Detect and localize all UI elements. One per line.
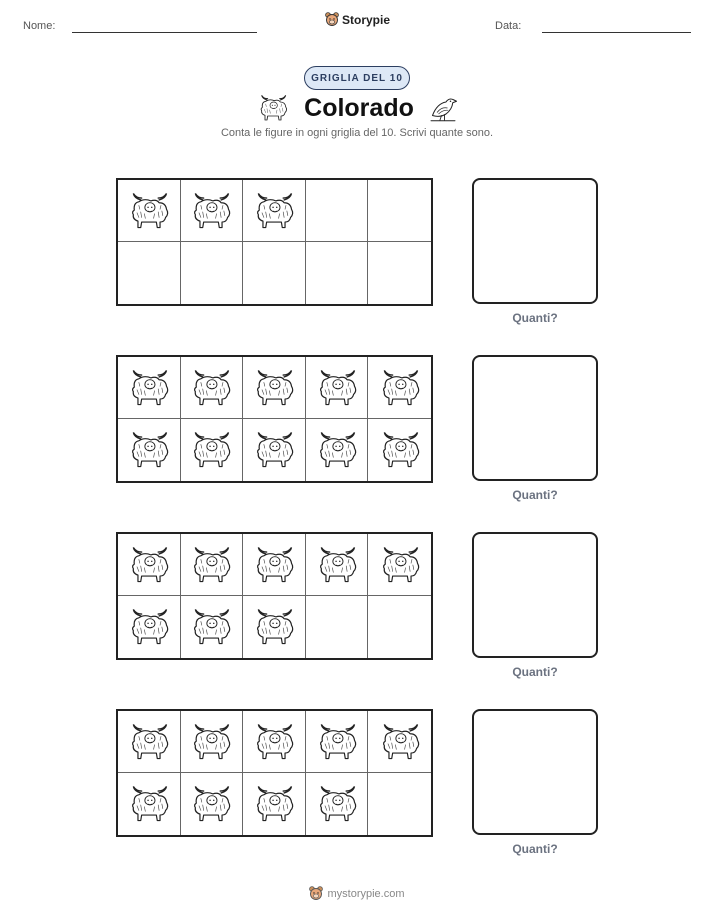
- ten-frame-cell: [243, 242, 306, 304]
- ten-frame-cell: [181, 419, 244, 481]
- ten-frame-cell: [368, 180, 431, 242]
- ten-frame-cell: [181, 596, 244, 658]
- yak-icon: [251, 784, 297, 824]
- ten-frame-cell: [306, 773, 369, 835]
- ten-frame-cell: [306, 596, 369, 658]
- yak-icon: [314, 545, 360, 585]
- yak-icon: [126, 368, 172, 408]
- yak-icon: [126, 430, 172, 470]
- ten-frame-cell: [368, 534, 431, 596]
- yak-icon: [188, 430, 234, 470]
- bear-logo-icon: [309, 886, 323, 901]
- ten-frame-cell: [243, 534, 306, 596]
- yak-icon: [126, 607, 172, 647]
- ten-frame-cell: [368, 357, 431, 419]
- ten-frame-cell: [118, 242, 181, 304]
- ten-frame-cell: [368, 242, 431, 304]
- yak-icon: [314, 722, 360, 762]
- yak-icon: [377, 368, 423, 408]
- ten-frame-cell: [181, 180, 244, 242]
- yak-icon: [256, 94, 290, 122]
- ten-frame-cell: [181, 773, 244, 835]
- yak-icon: [188, 191, 234, 231]
- yak-icon: [188, 722, 234, 762]
- ten-frame-cell: [118, 357, 181, 419]
- yak-icon: [314, 368, 360, 408]
- ten-frame-cell: [118, 711, 181, 773]
- yak-icon: [251, 430, 297, 470]
- answer-box-3[interactable]: [472, 532, 598, 658]
- date-label: Data:: [495, 20, 522, 32]
- ten-frame-cell: [243, 180, 306, 242]
- ten-frame-cell: [243, 711, 306, 773]
- instructions: Conta le figure in ogni griglia del 10. Scrivi quante sono.: [220, 127, 494, 139]
- ten-frame-cell: [306, 180, 369, 242]
- yak-icon: [126, 784, 172, 824]
- ten-frame-cell: [181, 711, 244, 773]
- ten-frame-cell: [306, 419, 369, 481]
- bear-logo-icon: [325, 12, 339, 27]
- yak-icon: [251, 722, 297, 762]
- brand-name: Storypie: [342, 12, 391, 27]
- ten-frame-cell: [243, 357, 306, 419]
- yak-icon: [188, 368, 234, 408]
- answer-box-1[interactable]: [472, 178, 598, 304]
- date-write-line[interactable]: [542, 32, 691, 33]
- ten-frame-4: [116, 709, 433, 837]
- ten-frame-cell: [118, 419, 181, 481]
- yak-icon: [251, 607, 297, 647]
- ten-frame-2: [116, 355, 433, 483]
- ten-frame-cell: [306, 242, 369, 304]
- bird-icon: [428, 93, 458, 123]
- yak-icon: [377, 545, 423, 585]
- yak-icon: [251, 545, 297, 585]
- yak-icon: [377, 430, 423, 470]
- yak-icon: [377, 722, 423, 762]
- ten-frame-cell: [181, 357, 244, 419]
- ten-frame-cell: [368, 419, 431, 481]
- ten-frame-cell: [118, 773, 181, 835]
- answer-box-4[interactable]: [472, 709, 598, 835]
- ten-frame-cell: [243, 596, 306, 658]
- page-title: Colorado: [304, 93, 414, 122]
- yak-icon: [126, 545, 172, 585]
- ten-frame-cell: [118, 534, 181, 596]
- ten-frame-cell: [306, 357, 369, 419]
- answer-label-1: Quanti?: [512, 311, 558, 325]
- ten-frame-cell: [243, 419, 306, 481]
- ten-frame-cell: [243, 773, 306, 835]
- ten-frame-cell: [368, 711, 431, 773]
- brand-logo: [325, 12, 390, 27]
- ten-frame-cell: [118, 596, 181, 658]
- yak-icon: [188, 607, 234, 647]
- yak-icon: [126, 191, 172, 231]
- yak-icon: [188, 784, 234, 824]
- worksheet-badge: GRIGLIA DEL 10: [304, 66, 410, 90]
- yak-icon: [251, 368, 297, 408]
- name-label: Nome:: [23, 20, 56, 32]
- yak-icon: [314, 784, 360, 824]
- ten-frame-cell: [306, 534, 369, 596]
- ten-frame-cell: [181, 242, 244, 304]
- ten-frame-cell: [368, 773, 431, 835]
- yak-icon: [314, 430, 360, 470]
- footer: [0, 886, 714, 901]
- answer-label-4: Quanti?: [512, 842, 558, 856]
- ten-frame-cell: [181, 534, 244, 596]
- title-row: [0, 91, 714, 125]
- ten-frame-cell: [306, 711, 369, 773]
- yak-icon: [188, 545, 234, 585]
- yak-icon: [126, 722, 172, 762]
- ten-frame-cell: [118, 180, 181, 242]
- answer-label-2: Quanti?: [512, 488, 558, 502]
- answer-box-2[interactable]: [472, 355, 598, 481]
- answer-label-3: Quanti?: [512, 665, 558, 679]
- footer-url: mystorypie.com: [327, 887, 405, 900]
- yak-icon: [251, 191, 297, 231]
- name-write-line[interactable]: [72, 32, 257, 33]
- ten-frame-3: [116, 532, 433, 660]
- ten-frame-cell: [368, 596, 431, 658]
- ten-frame-1: [116, 178, 433, 306]
